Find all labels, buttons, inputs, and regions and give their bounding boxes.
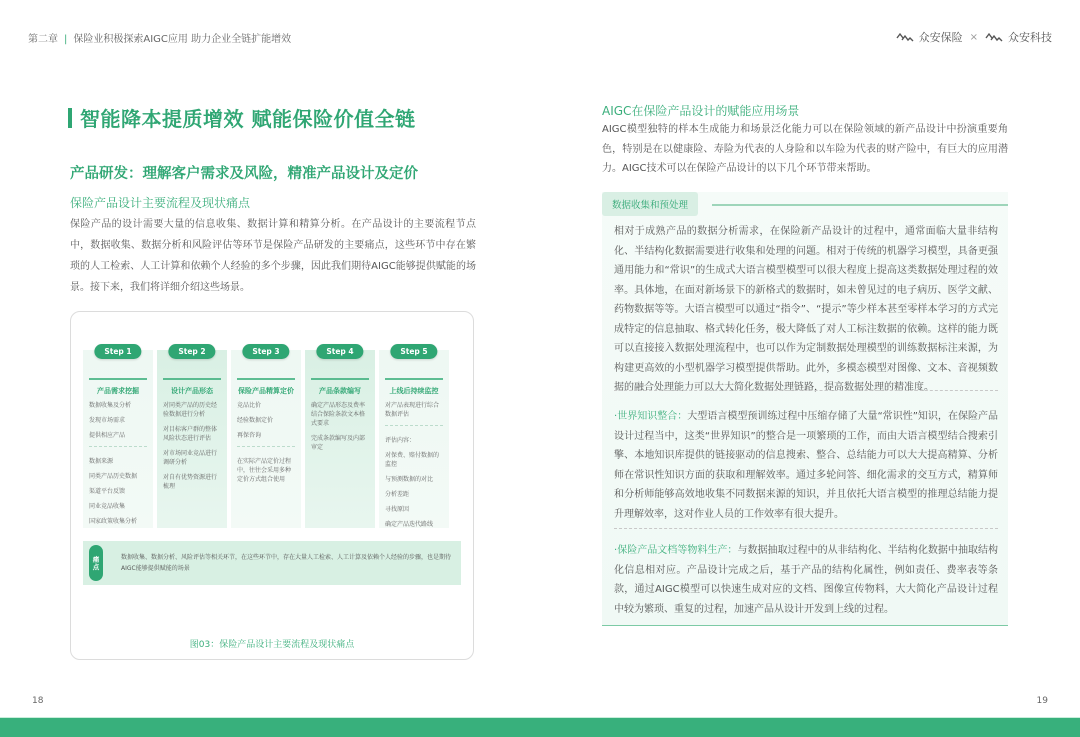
step-item: 发现市场需求	[89, 416, 126, 424]
title-accent-bar	[68, 108, 72, 128]
page-title	[68, 103, 415, 132]
scenario-lead: ·世界知识整合：	[614, 411, 688, 422]
header-separator: |	[64, 34, 68, 45]
step-item: 再保咨询	[237, 431, 262, 439]
step-item: 完成条款编写及内部审定	[311, 434, 366, 451]
step-item: 经验数据定价	[237, 416, 274, 424]
step-heading: 产品需求挖掘	[97, 386, 139, 395]
step-item: 同业竞品收集	[89, 502, 126, 510]
zhongan-tech-logo-icon	[985, 32, 1003, 42]
step-item: 对同类产品的历史经验数据进行分析	[163, 401, 218, 418]
process-figure	[70, 311, 474, 660]
scenario-text: 与数据抽取过程中的从非结构化、半结构化数据中抽取结构化信息相对应。产品设计完成之后，基于产品的结构化属性，例如责任、费率表等条款，通过AIGC模型可以快速生成对应的文档、图像宣传物料，大大简化产品设计过程中较为繁琐、重复的过程，加速产品从设计开发到上线的过程。	[614, 545, 999, 615]
step-column-4	[305, 347, 375, 528]
step-column-1	[83, 347, 153, 528]
dashed-divider	[237, 446, 295, 447]
chapter-title: 保险业积极探索AIGC应用 助力企业全链扩能增效	[73, 34, 292, 45]
step-item: 数据收集及分析	[89, 401, 132, 409]
step-item: 提供相应产品	[89, 431, 126, 439]
running-header	[28, 30, 291, 45]
logo-zhongan-insurance: 众安保险	[918, 31, 963, 44]
logo-zhongan-tech: 众安科技	[1008, 31, 1052, 44]
page-title-text: 智能降本提质增效 赋能保险价值全链	[80, 107, 416, 131]
step-item: 竞品比价	[237, 401, 262, 409]
pain-point-badge: 痛点	[89, 545, 103, 581]
step-item: 对自有优势资源进行梳理	[163, 473, 218, 490]
scenario-lead: ·保险产品文档等物料生产：	[614, 545, 738, 556]
step-badge: Step 5	[390, 344, 437, 359]
step-divider	[311, 378, 369, 380]
step-badge: Step 3	[242, 344, 289, 359]
step-item: 分析差距	[385, 490, 410, 498]
pain-point-box	[83, 541, 461, 585]
chapter-label: 第二章	[28, 34, 58, 45]
step-item: 对产品表现进行综合数据评估	[385, 401, 440, 418]
step-item: 渠道平台反馈	[89, 487, 126, 495]
scenario-data-collection	[614, 222, 998, 398]
scenario-box	[602, 192, 1008, 626]
step-divider	[385, 378, 443, 380]
step-item: 国家政策收集分析	[89, 517, 138, 525]
step-heading: 设计产品形态	[171, 386, 213, 395]
step-badge: Step 1	[94, 344, 141, 359]
dashed-divider	[89, 446, 147, 447]
step-item: 评估内容：	[385, 436, 416, 444]
right-section-title: AIGC在保险产品设计的赋能应用场景	[602, 104, 800, 118]
brand-logos	[896, 29, 1052, 45]
scenario-tag: 数据收集和预处理	[602, 192, 698, 216]
dashed-divider	[614, 528, 998, 529]
step-column-3	[231, 347, 301, 528]
step-badge: Step 2	[168, 344, 215, 359]
step-divider	[163, 378, 221, 380]
step-item: 同类产品历史数据	[89, 472, 138, 480]
step-divider	[89, 378, 147, 380]
body-paragraph: 保险产品的设计需要大量的信息收集、数据计算和精算分析。在产品设计的主要流程节点中，数据收集、数据分析和风险评估等环节是保险产品研发的主要痛点，这些环节中存在繁琐的人工检索、人工计算和依赖个人经验的多个步骤，因此我们期待AIGC能够提供赋能的场景。接下来，我们将详细介绍这些场景。	[70, 219, 476, 293]
dashed-divider	[385, 425, 443, 426]
scenario-text: 相对于成熟产品的数据分析需求，在保险新产品设计的过程中，通常面临大量非结构化、半结构化数据需要进行收集和处理的问题。相对于传统的机器学习模型，具备更强通用能力和“常识”的生成式大语言模型模型可以很大程度上提高这类数据处理过程的效率。具体地，在面对新场景下的新格式的数据时，如未曾见过的电子病历、医学文献、药物数据等等。大语言模型可以通过“指令”、“提示”等少样本甚至零样本学习的方式完成特定的信息抽取、格式转化任务，极大降低了对人工标注数据的依赖。这样的能力既可以直接接入数据处理流程中，也可以作为定制数据处理模型的训练数据标注来源，为构建更高效的小型机器学习模型提供帮助。此外，多模态模型对图像、文本、音视频数据的融合处理能力可以大大简化数据处理链路，提高数据处理的精准度。	[614, 226, 998, 393]
step-item: 与预测数据的对比	[385, 475, 434, 483]
footer-band	[0, 717, 1080, 737]
step-column-5	[379, 347, 449, 528]
step-heading: 上线后持续监控	[389, 386, 439, 395]
right-intro-paragraph: AIGC模型独特的样本生成能力和场景泛化能力可以在保险领域的新产品设计中扮演重要角色，特别是在以健康险、寿险为代表的人身险和以车险为代表的财产险中，有巨大的应用潜力。AIGC技术可以在保险产品设计的以下几个环节带来帮助。	[602, 124, 1008, 174]
step-item: 寻找原因	[385, 505, 410, 513]
step-item: 数据来源	[89, 457, 114, 465]
section-title: 产品研发：理解客户需求及风险，精准产品设计及定价	[70, 166, 418, 182]
tag-rule	[712, 204, 1008, 206]
pain-point-text: 数据收集、数据分析、风险评估等相关环节，在这些环节中，存在大量人工检索、人工计算及依赖个人经验的步骤，也是期待AIGC能够提供赋能的场景	[121, 554, 452, 572]
logo-times: ×	[969, 31, 978, 43]
step-column-2	[157, 347, 227, 528]
steps-row	[83, 347, 449, 528]
page-number-left: 18	[32, 696, 44, 706]
scenario-text: 大型语言模型预训练过程中压缩存储了大量“常识性”知识，在保险产品设计过程当中，这类“世界知识”的整合是一项繁琐的工作，而由大语言模型结合搜索引擎、本地知识库提供的链接驱动的信息搜索、整合、总结能力可以大大提高精算、分析师在常识性知识方面的获取和理解效率。通过多轮问答、细化需求的交互方式，精算师和分析师能够高效地收集不同数据来源的知识，并且依托大语言模型的推理总结能力提升理解效率，这对作业人员的工作效率有很大提升。	[614, 411, 998, 520]
step-item: 对市场同业竞品进行调研分析	[163, 449, 218, 466]
sub-title: 保险产品设计主要流程及现状痛点	[70, 196, 251, 210]
scenario-world-knowledge	[614, 407, 998, 524]
step-badge: Step 4	[316, 344, 363, 359]
zhongan-logo-icon	[896, 32, 914, 42]
step-heading: 产品条款编写	[319, 386, 361, 395]
step-heading: 保险产品精算定价	[238, 386, 294, 395]
scenario-material-production	[614, 541, 998, 619]
step-item: 对目标客户群的整体风险状态进行评估	[163, 425, 218, 442]
step-divider	[237, 378, 295, 380]
step-item: 确定产品形态及费率结合保险条款文本格式要求	[311, 401, 366, 427]
step-item: 对保费、赔付数据的监控	[385, 451, 440, 468]
figure-caption: 图03：保险产品设计主要流程及现状痛点	[189, 640, 355, 650]
page-number-right: 19	[1036, 696, 1048, 706]
dashed-divider	[614, 390, 998, 391]
step-item: 确定产品迭代路线	[385, 520, 434, 528]
step-item: 在实际产品定价过程中，往往会采用多种定价方式组合使用	[237, 457, 292, 483]
